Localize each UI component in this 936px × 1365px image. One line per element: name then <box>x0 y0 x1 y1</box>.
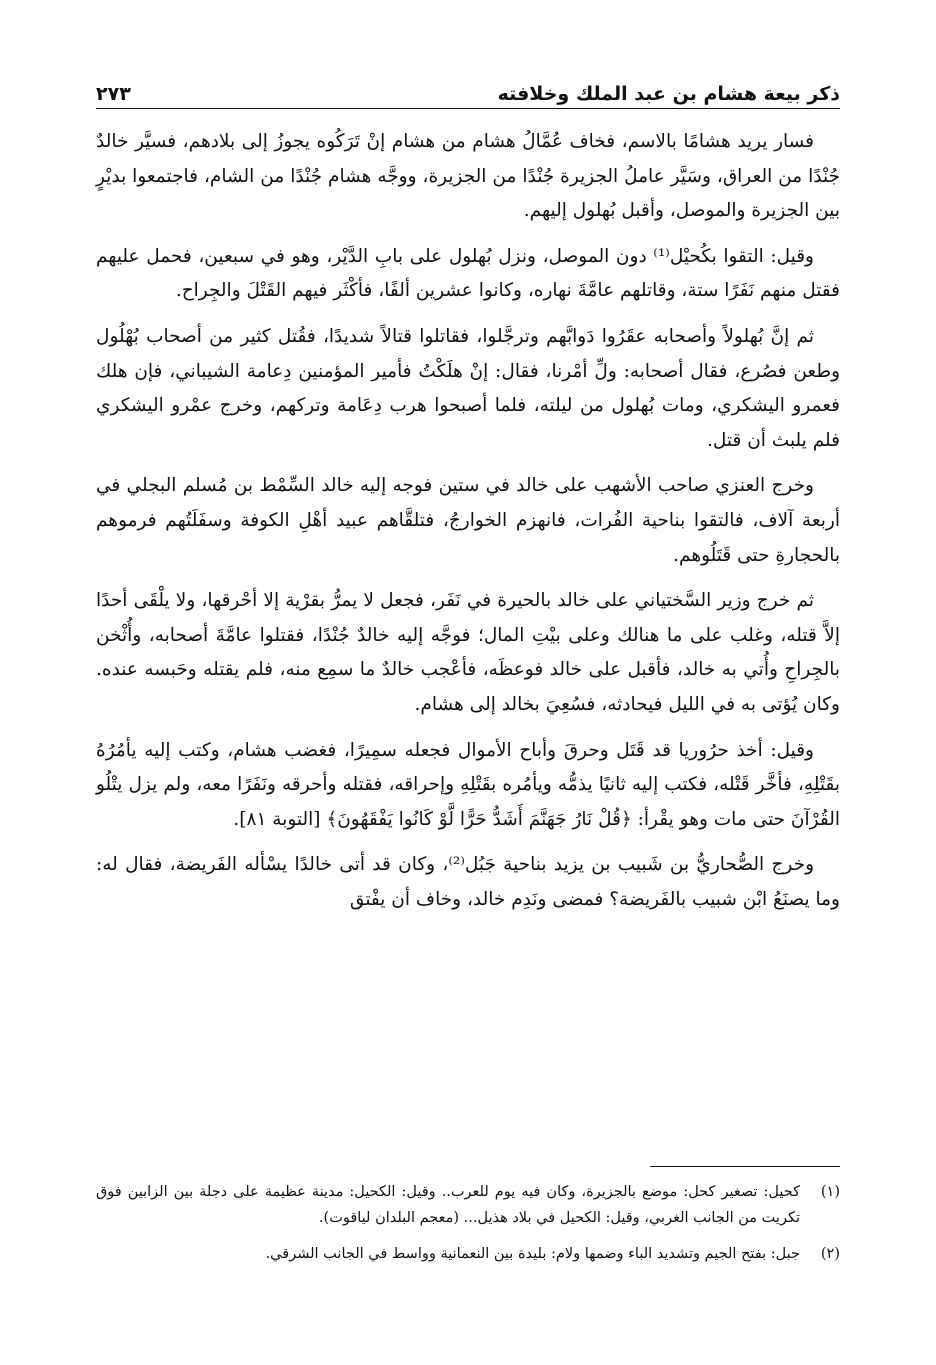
paragraph-2: وقيل: التقوا بكُحيْل⁽¹⁾ دون الموصل، ونزل بُهلول على بابِ الدَّيْر، وهو في سبعين، فحمل عليهم فقتل منهم نَفَرًا ستة، وقاتلهم عامَّةَ نهاره، وكانوا عشرين ألفًا، فأكْثَر فيهم القَتْلَ والجِراح. <box>96 245 840 302</box>
paragraph-4: وخرج العنزي صاحب الأشهب على خالد في ستين فوجه إليه خالد السِّمْط بن مُسلم البجلي في أربعة آلاف، فالتقوا بناحية الفُرات، فانهزم الخوارجُ، فتلقَّاهم عبيد أهْلِ الكوفة وسفَلَتُهم فرموهم بالحجارةِ حتى قَتَلُوهم. <box>96 475 840 566</box>
body-text <box>96 125 840 917</box>
running-header <box>96 72 840 109</box>
footnote-text: كحيل: تصغير كحل: موضع بالجزيرة، وكان فيه يوم للعرب.. وقيل: الكحيل: مدينة عظيمة على دجلة بين الزابين فوق تكريت من الجانب الغربي، وقيل: الكحيل في بلاد هذيل... (معجم البلدان لياقوت). <box>96 1184 800 1226</box>
paragraph-6: وقيل: أخذ حرُوريا قد قَتَل وحرقَ وأباح الأموال فجعله سمِيرًا، فغضب هشام، وكتب إليه يأمُرُهُ بقَتْلِهِ، فأخَّر قَتْله، فكتب إليه ثانيًا يذمُّه ويأمُره بقَتْلِهِ وإحراقه، فقتله وأحرقه ونَفَرًا معه، ولم يزل يتْلُو القُرْآنَ حتى مات وهو يقْرأ: ﴿قُلْ نَارُ جَهَنَّمَ أَشَدُّ حَرًّا لَّوْ كَانُوا يَفْقَهُونَ﴾ [التوبة ٨١]. <box>96 739 840 830</box>
footnote-text: جبل: بفتح الجيم وتشديد الباء وضمها ولام: بليدة بين النعمانية وواسط في الجانب الشرقي. <box>265 1246 800 1262</box>
paragraph-5: ثم خرج وزير السَّختياني على خالد بالحيرة في نَفَر، فجعل لا يمرُّ بقرْية إلا أحْرقها، ولا يلْقَى أحدًا إلاَّ قتله، وغلب على ما هنالك وعلى بيْتِ المال؛ فوجَّه إليه خالدٌ جُنْدًا، فقتلوا عامَّةَ أصحابه، وأُثْخن بالجِراحِ وأُتي به خالد، فأقبل على خالد فوعظَه، فأعْجب خالدٌ ما سمِع منه، فلم يقتله وحَبسه عنده. وكان يُؤتى به في الليل فيحادثه، فسُعِيَ بخالد إلى هشام. <box>96 590 840 715</box>
footnote-marker: (١) <box>820 1184 840 1200</box>
paragraph-3: ثم إنَّ بُهلولاً وأصحابه عقَرُوا دَوابَّهم وترجَّلوا، فقاتلوا قتالاً شديدًا، فقُتل كثير من أصحاب بُهْلُول وطعن فصُرع، فقال أصحابه: ولِّ أمْرنا، فقال: إنْ هلَكْتُ فأمير المؤمنين دِعامة الشيباني، فإن هلك فعمرو اليشكري، ومات بُهلول من ليلته، فلما أصبحوا هرب دِعَامة وتركهم، وخرج عمْرو اليشكري فلم يلبث أن قتل. <box>96 325 840 451</box>
paragraph-1: فسار يريد هشامًا بالاسم، فخاف عُمَّالُ هشام من هشام إنْ تَرَكُوه يجوزُ إلى بلادهم، فسيَّر خالدٌ جُنْدًا من العراق، وسَيَّر عاملُ الجزيرة جُنْدًا من الجزيرة، ووجَّه هشام جُنْدًا من الشام، فاجتمعوا بديْرٍ بين الجزيرة والموصل، وأقبل بُهلول إليهم. <box>96 131 840 222</box>
running-title: ذكر بيعة هشام بن عبد الملك وخلافته <box>497 83 840 105</box>
paragraph-7: وخرج الصُّحاريُّ بن شَبيب بن يزيد بناحية جَبُل⁽²⁾، وكان قد أتى خالدًا يسْأله الفَريضة، فقال له: وما يصنَعُ ابْن شبيب بالفَريضة؟ فمضى ونَدِم خالد، وخاف أن يفْتق <box>96 854 840 910</box>
footnote-1 <box>96 1179 840 1231</box>
page-number: ٢٧٣ <box>96 83 131 105</box>
footnotes <box>96 1166 840 1277</box>
book-page <box>96 72 840 1332</box>
footnote-2 <box>96 1241 840 1267</box>
footnote-separator <box>650 1166 840 1167</box>
footnote-marker: (٢) <box>820 1246 840 1262</box>
